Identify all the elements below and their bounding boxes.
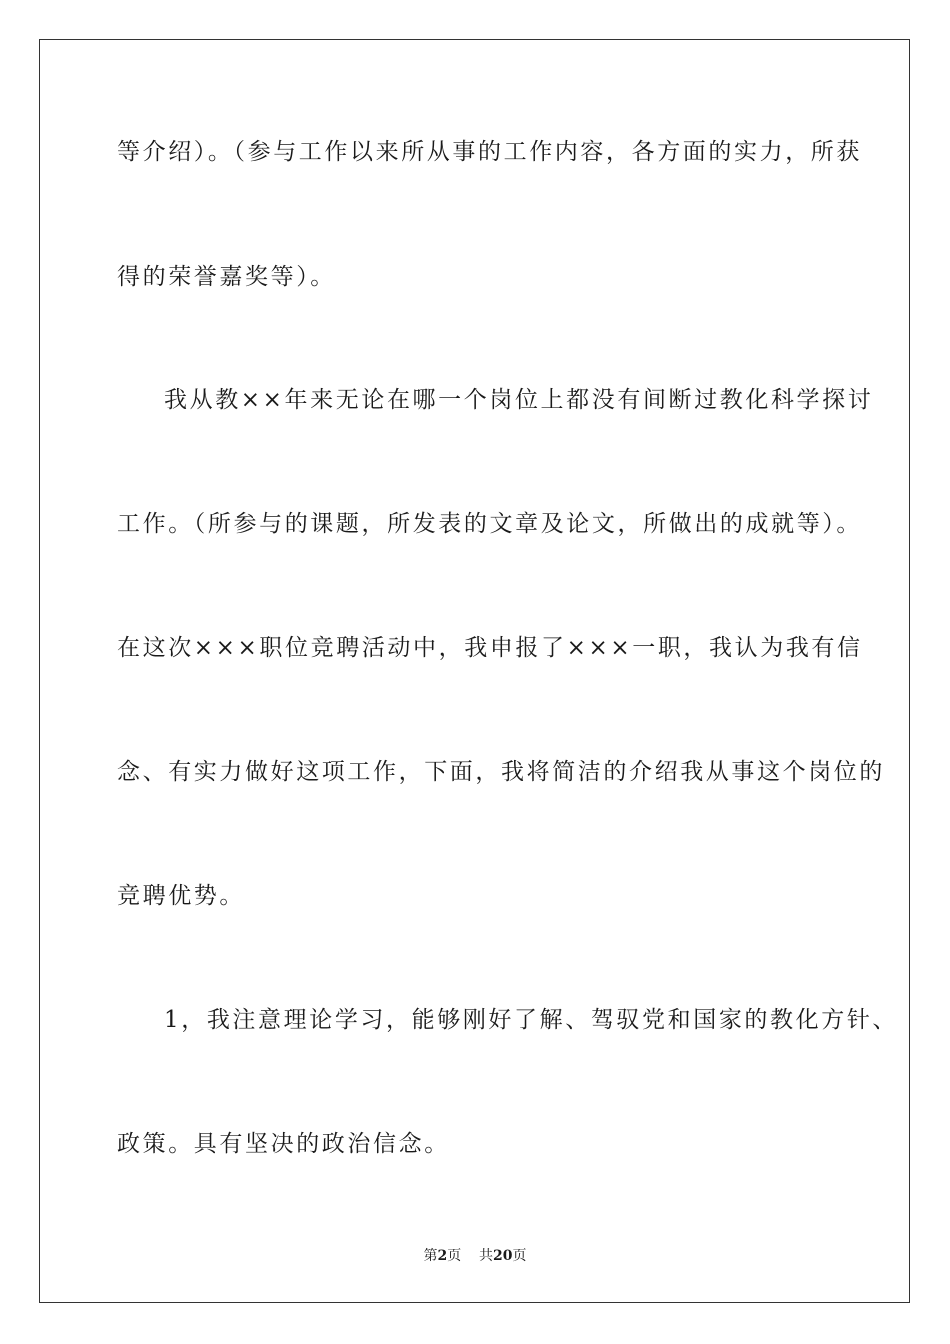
footer-total-prefix: 共	[479, 1248, 494, 1264]
footer-page-suffix: 页	[447, 1248, 462, 1264]
paragraph-line-4: 工作。（所参与的课题，所发表的文章及论文，所做出的成就等）。	[117, 511, 862, 537]
paragraph-line-6: 念、有实力做好这项工作，下面，我将简洁的介绍我从事这个岗位的	[117, 759, 885, 785]
paragraph-line-5: 在这次×××职位竞聘活动中，我申报了×××一职，我认为我有信	[117, 635, 863, 661]
footer-total-suffix: 页	[512, 1248, 527, 1264]
paragraph-line-1: 等介绍）。（参与工作以来所从事的工作内容，各方面的实力，所获	[117, 139, 862, 165]
page-footer	[0, 1247, 950, 1265]
page-border	[39, 39, 910, 1303]
paragraph-line-9: 政策。具有坚决的政治信念。	[117, 1131, 450, 1157]
paragraph-line-7: 竞聘优势。	[117, 883, 245, 909]
footer-total-pages: 20	[493, 1248, 513, 1264]
paragraph-line-8: 1，我注意理论学习，能够刚好了解、驾驭党和国家的教化方针、	[164, 1007, 899, 1033]
paragraph-line-2: 得的荣誉嘉奖等）。	[117, 264, 336, 290]
paragraph-line-3: 我从教××年来无论在哪一个岗位上都没有间断过教化科学探讨	[164, 387, 874, 413]
footer-page-prefix: 第	[423, 1248, 438, 1264]
footer-page-number: 2	[437, 1248, 448, 1264]
